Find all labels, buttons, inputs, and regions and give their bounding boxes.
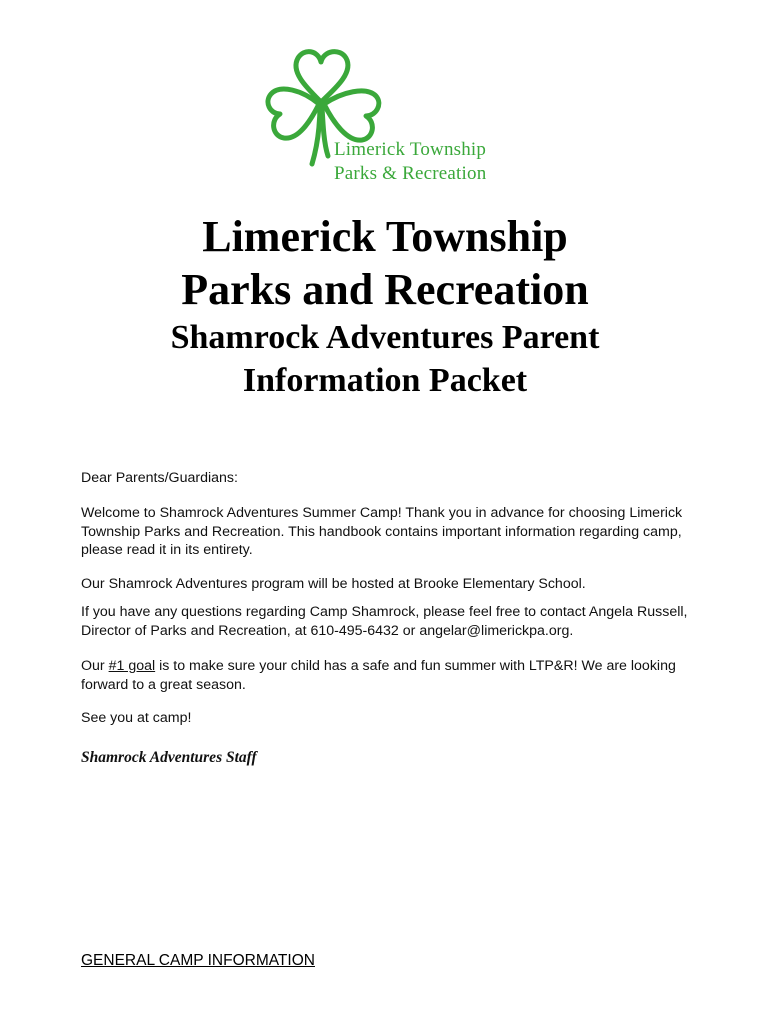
letter-closing: See you at camp! — [81, 710, 192, 726]
page-title-line1: Limerick Township — [202, 212, 568, 261]
page-subtitle-line2: Information Packet — [242, 362, 528, 399]
letter-location-paragraph: Our Shamrock Adventures program will be hosted at Brooke Elementary School. — [81, 576, 586, 592]
page-subtitle-line1: Shamrock Adventures Parent — [170, 319, 600, 356]
letter-welcome-paragraph: Welcome to Shamrock Adventures Summer Camp! Thank you in advance for choosing Limerick Township Parks and Recreation. This handbook contains important information regarding camp, please read it in its entirety. — [81, 505, 683, 558]
letter-goal-paragraph — [81, 657, 696, 694]
letter-contact-paragraph: If you have any questions regarding Camp Shamrock, please feel free to contact Angela Russell, Director of Parks and Recreation, at 610-495-6432 or angelar@limerickpa.org. — [81, 604, 688, 639]
section-heading-general-info: GENERAL CAMP INFORMATION — [81, 952, 315, 969]
goal-emphasis: #1 goal — [108, 658, 156, 674]
letter-greeting: Dear Parents/Guardians: — [81, 470, 238, 486]
logo-text-line1: Limerick Township — [334, 139, 487, 160]
goal-suffix: is to make sure your child has a safe and fun summer with LTP&R! We are looking forward to a great season. — [81, 658, 676, 693]
township-logo — [262, 44, 508, 192]
logo-text-line2: Parks & Recreation — [334, 163, 487, 184]
letter-signature: Shamrock Adventures Staff — [81, 749, 257, 766]
goal-prefix: Our — [81, 658, 109, 674]
page-title-line2: Parks and Recreation — [181, 265, 589, 314]
